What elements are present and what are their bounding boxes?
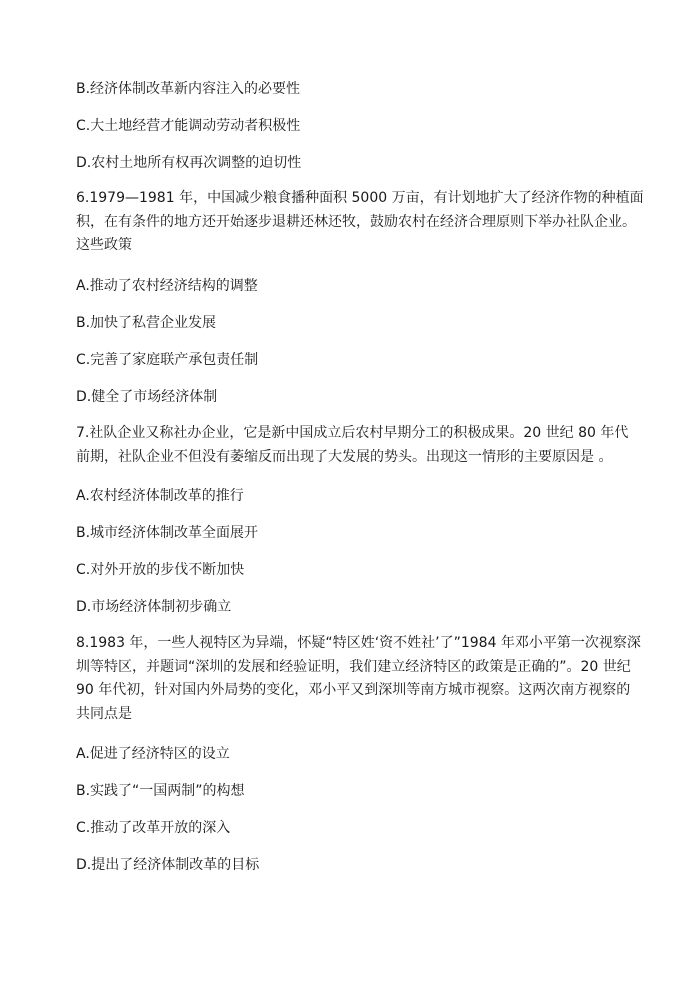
q7-option-c: C.对外开放的步伐不断加快: [76, 562, 245, 578]
q8-stem-line: 8.1983 年，一些人视特区为异端，怀疑“特区姓‘资不姓社’了”1984 年邓小平第一次视察深: [76, 635, 641, 651]
q6-stem-line: 这些政策: [76, 237, 132, 253]
q8-option-c: C.推动了改革开放的深入: [76, 820, 231, 836]
q7-stem: [76, 422, 636, 469]
q6-stem-line: 6.1979—1981 年，中国减少粮食播种面积 5000 万亩，有计划地扩大了经济作物的种植面: [76, 190, 644, 206]
q6-option-c: C.完善了家庭联产承包责任制: [76, 352, 259, 368]
q6-option-d: D.健全了市场经济体制: [76, 389, 218, 405]
q8-stem-line: 圳等特区，并题词“深圳的发展和经验证明，我们建立经济特区的政策是正确的”。20 世纪: [76, 658, 631, 675]
q6-option-b: B.加快了私营企业发展: [76, 315, 217, 331]
q8-stem-line: 90 年代初，针对国内外局势的变化，邓小平又到深圳等南方城市视察。这两次南方视察的: [76, 682, 631, 698]
q8-stem: [76, 632, 641, 726]
q8-option-a: A.促进了经济特区的设立: [76, 746, 230, 762]
q5-option-c: C.大土地经营才能调动劳动者积极性: [76, 118, 301, 134]
q8-stem-line: 共同点是: [76, 705, 132, 722]
q7-stem-line: 7.社队企业又称社办企业，它是新中国成立后农村早期分工的积极成果。20 世纪 80 年代: [76, 425, 629, 441]
q7-option-b: B.城市经济体制改革全面展开: [76, 525, 259, 541]
q6-stem-line: 积，在有条件的地方还开始逐步退耕还林还牧，鼓励农村在经济合理原则下举办社队企业。: [76, 213, 636, 230]
q7-option-d: D.市场经济体制初步确立: [76, 599, 232, 615]
q5-option-b: B.经济体制改革新内容注入的必要性: [76, 81, 301, 97]
q6-stem: [76, 187, 644, 258]
q7-stem-line: 前期，社队企业不但没有萎缩反而出现了大发展的势头。出现这一情形的主要原因是 。: [76, 448, 613, 465]
q7-option-a: A.农村经济体制改革的推行: [76, 488, 244, 504]
q5-option-d: D.农村土地所有权再次调整的迫切性: [76, 155, 302, 171]
q8-option-b: B.实践了“一国两制”的构想: [76, 783, 245, 799]
q6-option-a: A.推动了农村经济结构的调整: [76, 278, 258, 294]
q8-option-d: D.提出了经济体制改革的目标: [76, 857, 260, 873]
